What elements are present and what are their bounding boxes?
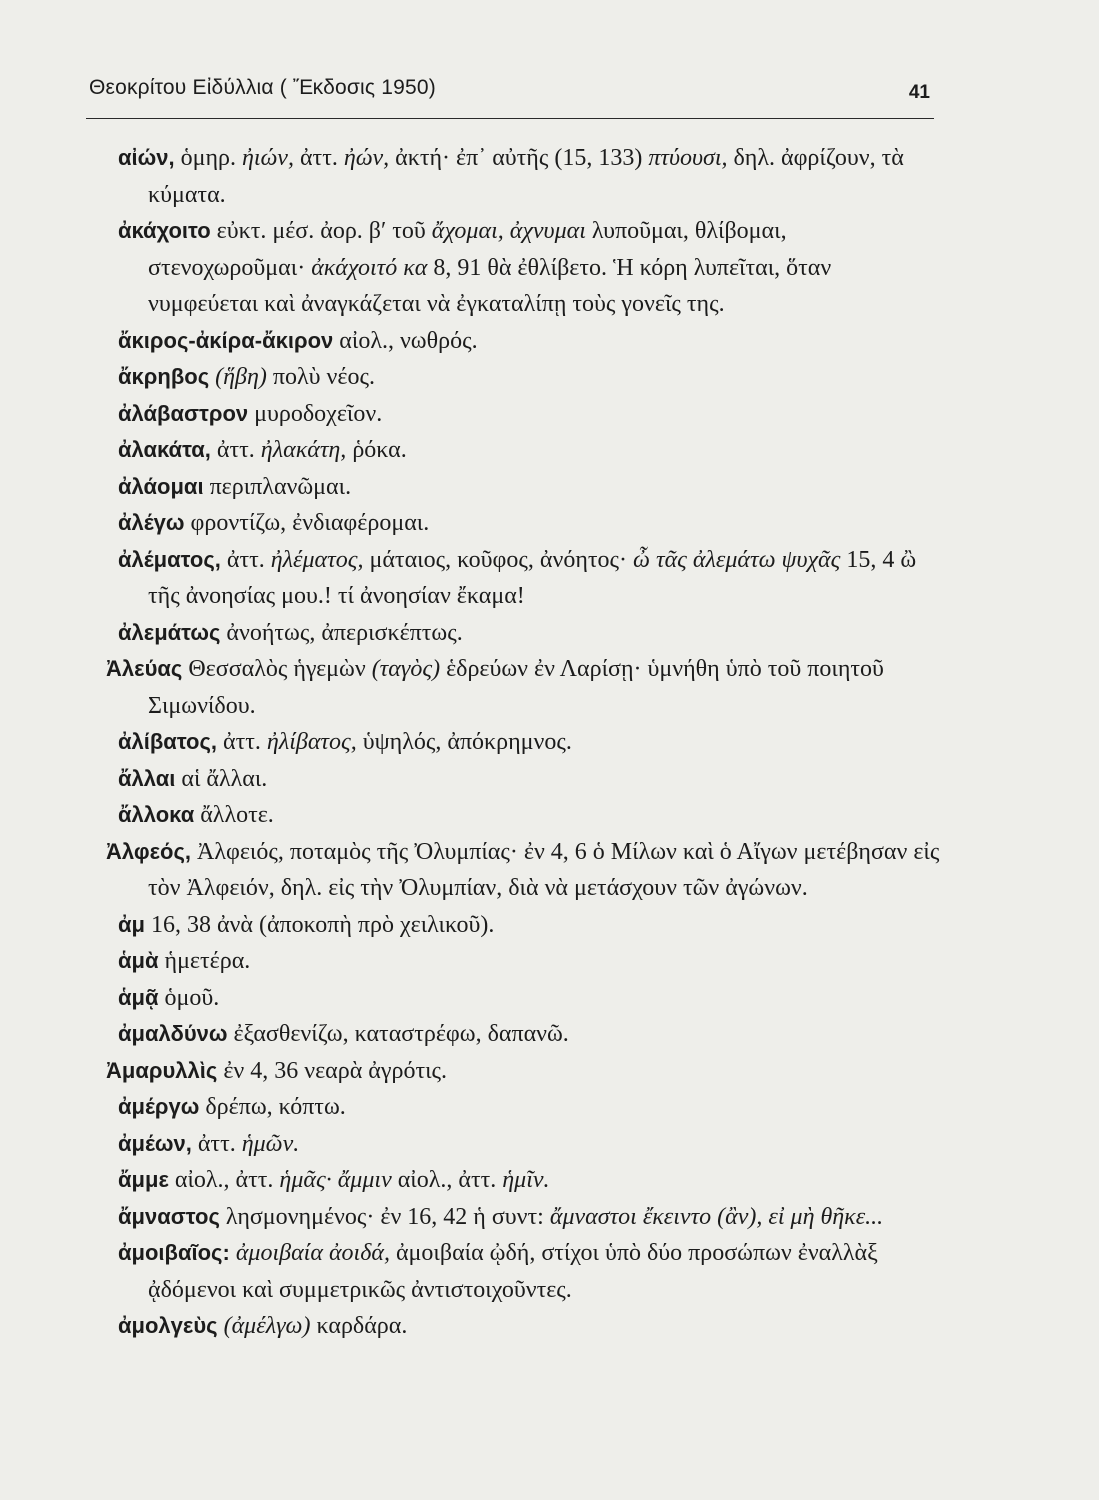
entry-headword: ἀλεμάτως: [118, 619, 221, 645]
italic-term: ἠών,: [343, 145, 390, 171]
glossary-entry: Ἀλεύας Θεσσαλὸς ἡγεμὼν (ταγὸς) ἑδρεύων ἐν Λαρίσῃ· ὑμνήθη ὑπὸ τοῦ ποιητοῦ Σιμωνίδου.: [106, 656, 884, 719]
glossary-entry: ἀλάομαι περιπλανῶμαι.: [118, 473, 352, 500]
glossary-entry: αἰών, ὁμηρ. ἠιών, ἀττ. ἠών, ἀκτή· ἐπ᾿ αὐτῆς (15, 133) πτύουσι, δηλ. ἀφρίζουν, τὰ κύματα.: [118, 145, 904, 208]
glossary-entry: ἀμέργω δρέπω, κόπτω.: [118, 1094, 346, 1120]
italic-term: ἠιών,: [241, 145, 294, 171]
glossary-entry: ἄμναστος λησμονημένος· ἐν 16, 42 ἡ συντ: ἄμναστοι ἔκειντο (ἂν), εἰ μὴ θῆκε...: [118, 1203, 884, 1230]
glossary-entry: ἄκιρος-ἀκίρα-ἄκιρον αἰολ., νωθρός.: [118, 327, 478, 354]
italic-term: (ἥβη): [215, 364, 267, 390]
glossary-entry: ἀλέματος, ἀττ. ἠλέματος, μάταιος, κοῦφος, ἀνόητος· ὦ τᾶς ἀλεμάτω ψυχᾶς 15, 4 ὢ τῆς ἀνοησίας μου.! τί ἀνοησίαν ἔκαμα!: [118, 546, 917, 609]
italic-term: πτύουσι,: [648, 145, 728, 171]
glossary-entry: ἀλεμάτως ἀνοήτως, ἀπερισκέπτως.: [118, 619, 463, 646]
entry-headword: ἀμέων,: [118, 1130, 192, 1156]
entry-headword: ἄμναστος: [118, 1203, 220, 1229]
entry-headword: ἀλάβαστρον: [118, 400, 249, 426]
entry-headword: ἁμᾷ: [118, 984, 159, 1010]
entry-headword: ἀλέγω: [118, 510, 185, 535]
glossary-entry: Ἀμαρυλλὶς ἐν 4, 36 νεαρὰ ἀγρότις.: [106, 1057, 448, 1084]
entry-headword: ἁμὰ: [118, 948, 159, 973]
entry-headword: ἄκιρος-ἀκίρα-ἄκιρον: [118, 327, 334, 353]
italic-term: ἠλίβατος,: [266, 729, 357, 755]
italic-term: ἠλακάτη,: [260, 437, 347, 463]
italic-term: ἠλέματος,: [270, 546, 364, 573]
glossary-entry: ἀμέων, ἀττ. ἡμῶν.: [118, 1130, 300, 1157]
glossary-entry: ἀκάχοιτο εὐκτ. μέσ. ἀορ. β′ τοῦ ἄχομαι, ἀχνυμαι λυποῦμαι, θλίβομαι, στενοχωροῦμαι· ἀκάχοιτό κα 8, 91 θὰ ἐθλίβετο. Ἡ κόρη λυπεῖται, ὅταν νυμφεύεται καὶ ἀναγκάζεται νὰ ἐγκαταλίπῃ τοὺς γονεῖς της.: [118, 218, 832, 317]
glossary-entry: ἁμὰ ἡμετέρα.: [118, 948, 251, 974]
entry-headword: ἀλέματος,: [118, 546, 221, 572]
header-title: Θεοκρίτου Εἰδύλλια ( Ἔκδοσις 1950): [89, 76, 436, 99]
entry-headword: ἀλακάτα,: [118, 437, 211, 462]
italic-term: ἀμοιβαία ἀοιδά,: [235, 1240, 390, 1266]
italic-term: ὦ τᾶς ἀλεμάτω ψυχᾶς: [633, 546, 841, 573]
glossary-entry: ἀλέγω φροντίζω, ἐνδιαφέρομαι.: [118, 510, 430, 536]
italic-term: (ἀμέλγω): [223, 1313, 311, 1339]
glossary-entry: ἀλακάτα, ἀττ. ἠλακάτη, ῥόκα.: [118, 437, 407, 463]
entry-headword: αἰών,: [118, 145, 175, 170]
entry-headword: ἀμοιβαῖος:: [118, 1240, 230, 1265]
glossary-entry: ἀμ 16, 38 ἀνὰ (ἀποκοπὴ πρὸ χειλικοῦ).: [118, 911, 495, 938]
entry-headword: ἀλίβατος,: [118, 729, 218, 754]
page-number: 41: [908, 82, 930, 103]
glossary-entry: ἀμαλδύνω ἐξασθενίζω, καταστρέφω, δαπανῶ.: [118, 1021, 569, 1047]
glossary-entry: ἀλάβαστρον μυροδοχεῖον.: [118, 400, 383, 427]
italic-term: ἡμῶν.: [241, 1130, 300, 1157]
entry-headword: ἀμαλδύνω: [118, 1021, 228, 1046]
entry-headword: ἄλλοκα: [118, 802, 195, 827]
glossary-entry: ἀμολγεὺς (ἀμέλγω) καρδάρα.: [118, 1313, 408, 1339]
italic-term: (ταγὸς): [371, 656, 441, 682]
glossary-entries: [106, 140, 943, 1345]
italic-term: ἀκάχοιτό κα: [311, 254, 428, 281]
entry-headword: Ἀλφεός,: [106, 838, 192, 864]
entry-headword: Ἀλεύας: [106, 656, 183, 681]
glossary-entry: ἄμμε αἰολ., ἀττ. ἡμᾶς· ἄμμιν αἰολ., ἀττ. ἡμῖν.: [118, 1167, 550, 1193]
glossary-entry: ἀλίβατος, ἀττ. ἠλίβατος, ὑψηλός, ἀπόκρημνος.: [118, 729, 572, 755]
glossary-entry: ἄκρηβος (ἥβη) πολὺ νέος.: [118, 364, 375, 390]
glossary-entry: ἄλλαι αἱ ἄλλαι.: [118, 765, 268, 792]
entry-headword: ἀλάομαι: [118, 473, 204, 499]
entry-headword: ἀμέργω: [118, 1094, 200, 1119]
entry-headword: ἄκρηβος: [118, 364, 210, 389]
entry-headword: Ἀμαρυλλὶς: [106, 1057, 218, 1083]
italic-term: ἄχομαι, ἀχνυμαι: [431, 218, 586, 244]
italic-term: ἡμῖν.: [502, 1167, 550, 1193]
glossary-entry: ἀμοιβαῖος: ἀμοιβαία ἀοιδά, ἀμοιβαία ᾠδή, στίχοι ὑπὸ δύο προσώπων ἐναλλὰξ ᾀδόμενοι καὶ συμμετρικῶς ἀντιστοιχοῦντες.: [118, 1240, 878, 1303]
entry-headword: ἀμολγεὺς: [118, 1313, 218, 1338]
running-header: [86, 72, 934, 119]
entry-headword: ἀμ: [118, 911, 145, 937]
entry-headword: ἄμμε: [118, 1167, 169, 1192]
italic-term: ἡμᾶς· ἄμμιν: [279, 1167, 392, 1193]
glossary-entry: ἄλλοκα ἄλλοτε.: [118, 802, 274, 828]
entry-headword: ἄλλαι: [118, 765, 176, 791]
entry-headword: ἀκάχοιτο: [118, 218, 211, 243]
glossary-entry: ἁμᾷ ὁμοῦ.: [118, 984, 220, 1011]
italic-term: ἄμναστοι ἔκειντο (ἂν), εἰ μὴ θῆκε...: [549, 1203, 884, 1230]
glossary-entry: Ἀλφεός, Ἀλφειός, ποταμὸς τῆς Ὀλυμπίας· ἐν 4, 6 ὁ Μίλων καὶ ὁ Αἴγων μετέβησαν εἰς τὸν Ἀλφειόν, δηλ. εἰς τὴν Ὀλυμπίαν, διὰ νὰ μετάσχουν τῶν ἀγώνων.: [106, 838, 940, 901]
